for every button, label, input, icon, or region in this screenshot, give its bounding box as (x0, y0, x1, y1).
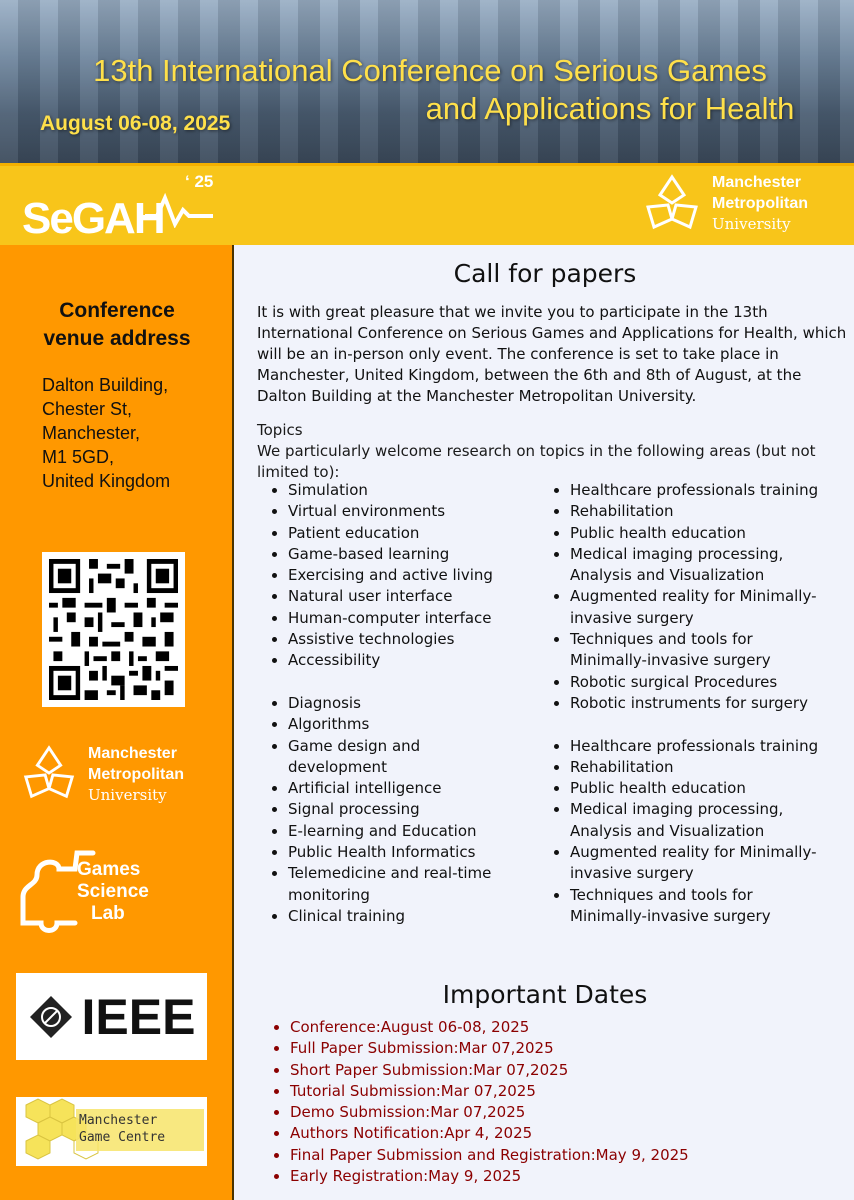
address-line: Manchester, (42, 423, 141, 443)
ieee-wordmark: IEEE (81, 988, 196, 1045)
topic-item: • Augmented reality for Minimally-invasive surgery (570, 842, 854, 885)
topic-item: • Natural user interface (288, 586, 540, 607)
gsl-name-3: Lab (91, 903, 125, 924)
date-item: • Conference:August 06-08, 2025 (290, 1017, 689, 1038)
topic-item: • Artificial intelligence (288, 778, 540, 799)
header-banner (0, 0, 854, 163)
mmu-name-1: Manchester (88, 744, 177, 762)
topic-spacer (288, 672, 540, 693)
venue-address (42, 373, 170, 493)
date-item: • Early Registration:May 9, 2025 (290, 1166, 689, 1187)
games-science-lab-logo (15, 845, 215, 939)
topic-item: • Game design and development (288, 736, 458, 779)
topic-item: • Human-computer interface (288, 608, 540, 629)
venue-title-line-1: Conference (59, 299, 175, 322)
title-line-2: and Applications for Health (425, 91, 795, 126)
topic-item: • Public health education (570, 523, 852, 544)
topic-item: • Accessibility (288, 650, 540, 671)
segah-year: ‘ 25 (185, 172, 214, 191)
topic-item: • Rehabilitation (570, 501, 852, 522)
manchester-game-centre-logo (16, 1097, 207, 1166)
topic-item: • Public Health Informatics (288, 842, 540, 863)
mmu-emblem-icon (640, 173, 704, 235)
ieee-logo (16, 973, 207, 1060)
topic-item: • Exercising and active living (288, 565, 540, 586)
address-line: Dalton Building, (42, 375, 169, 395)
mmu-logo-header (640, 172, 808, 235)
mgc-name-1: Manchester (79, 1113, 158, 1128)
venue-title (0, 297, 234, 353)
topic-item: • Algorithms (288, 714, 540, 735)
date-item: • Authors Notification:Apr 4, 2025 (290, 1123, 689, 1144)
topic-item: • Diagnosis (288, 693, 540, 714)
topic-item: • Techniques and tools for Minimally-invasive surgery (570, 629, 805, 672)
gsl-name-1: Games (77, 859, 141, 880)
topics-right-column (552, 480, 852, 927)
topic-item: • Augmented reality for Minimally-invasive surgery (570, 586, 854, 629)
topic-item: • Telemedicine and real-time monitoring (288, 863, 538, 906)
topic-item: • Patient education (288, 523, 540, 544)
address-line: United Kingdom (42, 471, 171, 491)
date-item: • Tutorial Submission:Mar 07,2025 (290, 1081, 689, 1102)
topic-item: • Medical imaging processing, Analysis and Visualization (570, 544, 820, 587)
topics-label: Topics (257, 421, 303, 439)
gsl-name-2: Science (77, 881, 149, 902)
date-item: • Short Paper Submission:Mar 07,2025 (290, 1060, 689, 1081)
intro-paragraph: It is with great pleasure that we invite you to participate in the 13th International Conference on Serious Games and Applications for Health, which will be an in-person only event. The conference is set to take place in Manchester, United Kingdom, between the 6th and 8th of August, at the Dalton Building at the Manchester Metropolitan University. (257, 303, 847, 405)
topic-item: • Virtual environments (288, 501, 540, 522)
address-line: M1 5GD, (42, 447, 115, 467)
segah-logo: SeGAH (22, 194, 164, 243)
topic-item: • Medical imaging processing, Analysis and Visualization (570, 799, 820, 842)
date-item: • Demo Submission:Mar 07,2025 (290, 1102, 689, 1123)
topic-item: • Healthcare professionals training (570, 736, 852, 757)
topic-item: • Simulation (288, 480, 540, 501)
logo-band (0, 163, 854, 245)
topic-item: • Techniques and tools for Minimally-invasive surgery (570, 885, 805, 928)
topics-left-column (270, 480, 540, 927)
mmu-name-2: Metropolitan (712, 195, 808, 212)
sidebar (0, 245, 234, 1200)
topics-intro: We particularly welcome research on topics in the following areas (but not limited to): (257, 442, 816, 481)
topic-item: • Game-based learning (288, 544, 540, 565)
topic-spacer (570, 714, 852, 735)
venue-title-line-2: venue address (43, 327, 191, 350)
title-line-1: 13th International Conference on Serious Games (93, 53, 767, 88)
topic-item: • Assistive technologies (288, 629, 540, 650)
mmu-name-3: University (88, 785, 167, 804)
topic-item: • Healthcare professionals training (570, 480, 852, 501)
topic-item: • Robotic instruments for surgery (570, 693, 852, 714)
topic-item: • Rehabilitation (570, 757, 852, 778)
topic-item: • E-learning and Education (288, 821, 540, 842)
mmu-name-3: University (712, 215, 791, 233)
main-content (236, 245, 854, 1200)
qr-code-icon (49, 559, 178, 700)
important-dates-title: Important Dates (442, 980, 648, 1009)
topic-item: • Public health education (570, 778, 852, 799)
date-item: • Full Paper Submission:Mar 07,2025 (290, 1038, 689, 1059)
segah-wave-icon (145, 192, 215, 228)
mmu-name-1: Manchester (712, 174, 801, 191)
topic-item: • Robotic surgical Procedures (570, 672, 852, 693)
conference-date: August 06-08, 2025 (40, 112, 231, 135)
important-dates-list (270, 1017, 689, 1187)
mgc-name-2: Game Centre (79, 1130, 166, 1145)
address-line: Chester St, (42, 399, 133, 419)
mmu-name-2: Metropolitan (88, 765, 184, 783)
qr-code[interactable] (42, 552, 185, 707)
ieee-diamond-icon (28, 994, 74, 1040)
date-item: • Final Paper Submission and Registration:May 9, 2025 (290, 1145, 689, 1166)
topic-item: • Signal processing (288, 799, 540, 820)
mmu-logo-sidebar (18, 738, 184, 810)
topic-item: • Clinical training (288, 906, 540, 927)
call-for-papers-title: Call for papers (453, 259, 637, 288)
mmu-emblem-icon (18, 738, 80, 810)
